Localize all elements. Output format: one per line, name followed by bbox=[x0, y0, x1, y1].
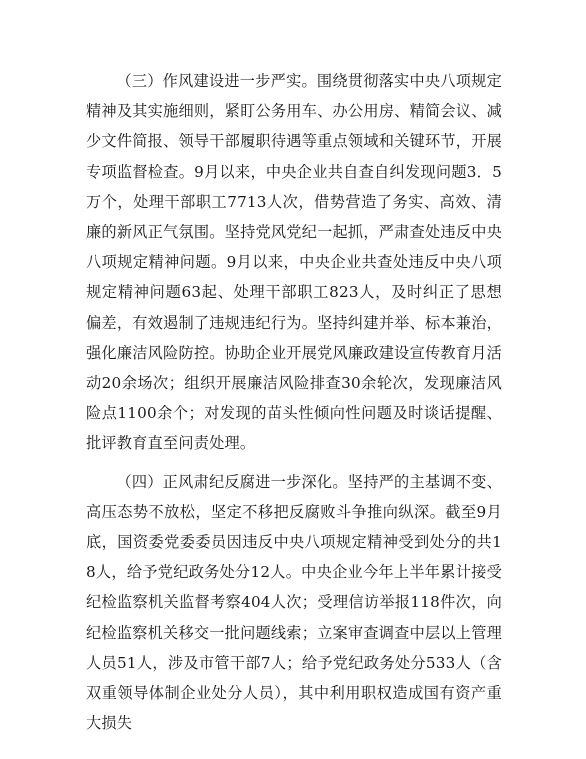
document-body bbox=[86, 66, 502, 738]
paragraph-section-4: （四）正风肃纪反腐进一步深化。坚持严的主基调不变、高压态势不放松，坚定不移把反腐败斗争推向纵深。截至9月底，国资委党委委员因违反中央八项规定精神受到处分的共18人，给予党纪政务处分12人。中央企业今年上半年累计接受纪检监察机关监督考察404人次；受理信访举报118件次，向纪检监察机关移交一批问题线索；立案审查调查中层以上管理人员51人，涉及市管干部7人；给予党纪政务处分533人（含双重领导体制企业处分人员），其中利用职权造成国有资产重大损失 bbox=[86, 472, 502, 733]
paragraph-section-3: （三）作风建设进一步严实。围绕贯彻落实中央八项规定精神及其实施细则，紧盯公务用车、办公用房、精简会议、减少文件简报、领导干部履职待遇等重点领域和关键环节，开展专项监督检查。9月以来，中央企业共自查自纠发现问题3．5万个，处理干部职工7713人次，借势营造了务实、高效、清廉的新风正气氛围。坚持党风党纪一起抓，严肃查处违反中央八项规定精神问题。9月以来，中央企业共查处违反中央八项规定精神问题63起、处理干部职工823人，及时纠正了思想偏差，有效遏制了违规违纪行为。坚持纠建并举、标本兼治，强化廉洁风险防控。协助企业开展党风廉政建设宣传教育月活动20余场次；组织开展廉洁风险排查30余轮次，发现廉洁风险点1100余个；对发现的苗头性倾向性问题及时谈话提醒、批评教育直至问责处理。 bbox=[86, 72, 502, 453]
